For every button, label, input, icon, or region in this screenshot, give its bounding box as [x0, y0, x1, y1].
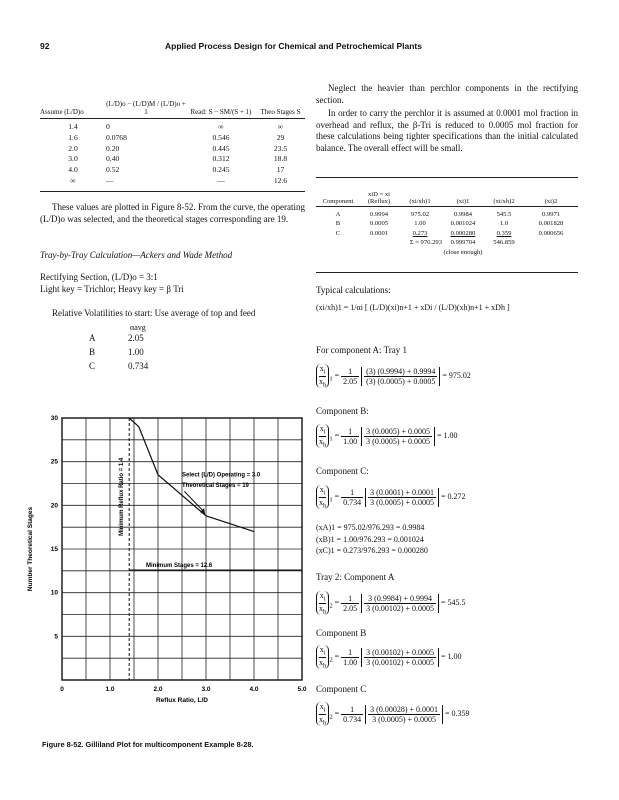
table1-top-rule	[40, 118, 305, 119]
cell: 0.000656	[538, 229, 564, 237]
general-lhs: (xi/xh)1	[316, 303, 342, 312]
cell: 0.445	[212, 143, 230, 153]
cell: 3.0	[68, 154, 78, 164]
table2-mid-rule	[316, 206, 578, 207]
calc-comp-c: Component C:	[316, 466, 369, 476]
alpha-a2: 2.05	[343, 603, 358, 613]
left-line3: Relative Volatilities to start: Use average of top and feed	[52, 308, 256, 318]
x-tick-label: 5.0	[297, 686, 307, 693]
y-tick-label: 30	[50, 415, 58, 422]
cell: 1.00	[414, 220, 426, 228]
cell: 0.245	[212, 165, 230, 175]
left-para1: These values are plotted in Figure 8-52. From the curve, the operating (L/D)o was selected, and the theoretical stages corresponding are 19.	[40, 202, 305, 224]
figure-caption	[42, 740, 254, 749]
general-rhs: = 1/αi [ (L/D)(xi)n+1 + xDi / (L/D)(xh)n+1 + xDh ]	[343, 303, 510, 312]
norm-a: (xA)1 = 975.02/976.293 = 0.9984	[316, 523, 425, 532]
cell: A	[335, 211, 341, 218]
right-para1: Neglect the heavier than perchlor components in the rectifying section.	[316, 83, 578, 105]
y-tick-label: 15	[50, 546, 58, 553]
x-tick-label: 4.0	[249, 686, 259, 693]
cell: 0.0005	[369, 220, 389, 228]
eq-den: 3 (0.00102) + 0.0005	[366, 657, 435, 667]
table2-bottom-rule	[316, 272, 578, 273]
eq-den: (3) (0.0005) + 0.0005	[366, 376, 436, 386]
alpha-b2: 1.00	[343, 657, 358, 667]
table2-header: xiD = xi (Reflux)	[367, 191, 391, 205]
alpha-c: 0.734	[343, 497, 362, 507]
eq-num: 3 (0.00028) + 0.0001	[370, 704, 439, 714]
eq-result: = 1.00	[441, 651, 462, 661]
cell: 2.0	[68, 143, 78, 153]
cell: 0.001024	[450, 220, 476, 228]
cell: 0.20	[106, 143, 120, 153]
table1-bottom-rule	[40, 191, 305, 192]
table1-header-assume: Assume (L/D)o	[40, 108, 84, 116]
calc-comp-a: For component A: Tray 1	[316, 345, 408, 355]
eq-den: 3 (0.00102) + 0.0005	[366, 603, 435, 613]
cell: 0	[106, 122, 110, 131]
alpha-value-a: 2.05	[128, 333, 144, 343]
equation-c2: $x_i$ $x_{h2}$ = $\frac{1}{0.734}$ $\frac{3 (0.00028) + 0.0001}{3 (0.0005) + 0.0005}$ = 0.359	[316, 702, 470, 726]
cell: 0.312	[212, 154, 230, 164]
cell: 546.859	[493, 239, 515, 247]
alpha-comp-a: A	[89, 333, 96, 343]
table2-header: Component	[322, 198, 354, 205]
table1-header-stages: Theo Stages S	[260, 108, 301, 116]
cell: 18.8	[273, 154, 288, 164]
alpha-header: αavg	[130, 323, 146, 332]
table-row	[316, 219, 578, 228]
alpha-comp-b: B	[89, 347, 96, 357]
cell: 0.0001	[369, 229, 389, 237]
calc-comp-b: Component B:	[316, 406, 369, 416]
cell: 0.546	[212, 132, 230, 142]
page-number: 92	[40, 41, 50, 51]
eq-num: (3) (0.9994) + 0.9994	[366, 366, 436, 376]
normalized-values	[316, 522, 428, 557]
cell: B	[335, 220, 341, 228]
x-tick-label: 2.0	[153, 686, 163, 693]
cell: ∞	[70, 175, 76, 185]
min-stages-label: Minimum Stages = 12.6	[146, 562, 213, 569]
table-row	[40, 176, 305, 187]
alpha-a: 2.05	[343, 376, 358, 386]
equation-a1: $x_i$ $x_{h1}$ = $\frac{1}{2.05}$ $\frac{(3) (0.9994) + 0.9994}{(3) (0.0005) + 0.0005}$ = 975.02	[316, 364, 471, 388]
table-row	[316, 229, 578, 238]
table2-header: (xi/xh)2	[493, 198, 515, 205]
select-operating-label: Select (L/D) Operating = 3.0	[182, 472, 261, 479]
alpha-c2: 0.734	[343, 714, 362, 724]
annotation-arrow	[184, 491, 203, 511]
y-tick-label: 10	[50, 589, 58, 597]
table2	[316, 181, 578, 205]
general-equation	[316, 303, 510, 312]
table-row	[40, 165, 305, 176]
eq-result: = 1.00	[437, 430, 458, 440]
y-tick-label: 25	[50, 458, 58, 466]
cell: 0.52	[106, 165, 120, 175]
table1-header-ratio: (L/D)o − (L/D)M / (L/D)o + 1	[106, 100, 186, 116]
cell: ∞	[277, 122, 284, 131]
table-row	[40, 133, 305, 144]
cell: 0.001828	[538, 220, 564, 228]
alpha-value-c: 0.734	[128, 361, 149, 371]
equation-b1: $x_i$ $x_{h1}$ = $\frac{1}{1.00}$ $\frac{3 (0.0005) + 0.0005}{3 (0.0005) + 0.0005}$ = 1.00	[316, 424, 458, 448]
cell: 29	[276, 132, 285, 142]
eq-num: 3 (0.0001) + 0.0001	[370, 487, 435, 497]
caption-label: Figure 8-52.	[42, 740, 84, 749]
cell: —	[217, 175, 225, 185]
cell: —	[106, 175, 114, 185]
y-axis-label: Number Theoretical Stages	[27, 506, 34, 592]
table-row	[40, 144, 305, 155]
table2-top-rule	[316, 177, 578, 178]
alpha-comp-c: C	[89, 361, 96, 371]
caption-text: Gilliland Plot for multicomponent Example 8-28.	[85, 740, 254, 749]
eq-den: 3 (0.0005) + 0.0005	[372, 714, 437, 724]
left-line1: Rectifying Section, (L/D)o = 3:1	[40, 272, 158, 282]
cell: 1.0	[499, 220, 509, 228]
cell: 4.0	[68, 165, 78, 175]
y-tick-label: 5	[54, 633, 58, 641]
cell: 23.5	[273, 143, 288, 153]
table-row	[40, 122, 305, 133]
alpha-value-b: 1.00	[128, 347, 144, 357]
cell: 0.9994	[369, 211, 389, 218]
cell: 0.999704	[450, 239, 476, 247]
cell: 1.6	[68, 132, 78, 142]
cell: 0.359	[496, 229, 512, 237]
chart-ticks	[51, 415, 307, 693]
cell: Σ = 976.293	[409, 239, 442, 247]
left-line2: Light key = Trichlor; Heavy key = β Tri	[40, 284, 184, 294]
eq-num: 3 (0.9984) + 0.9994	[364, 594, 436, 604]
table-sum-row	[316, 238, 578, 247]
x-tick-label: 3.0	[201, 686, 211, 693]
calc-comp-c2: Component C	[316, 684, 367, 694]
calc-typical: Typical calculations:	[316, 285, 391, 295]
eq-result: = 545.5	[441, 597, 466, 607]
left-subhead: Tray-by-Tray Calculation—Ackers and Wade Method	[40, 250, 233, 260]
x-tick-label: 0	[60, 686, 64, 693]
cell: (close enough)	[443, 248, 483, 256]
right-para2: In order to carry the perchlor it is assumed at 0.0001 mol fraction in overhead and reflux, the β-Tri is reduced to 0.0005 mol fraction for these calculations being tighter specifications than the initial calculated balance. The overall effect will be small.	[316, 108, 578, 153]
table1-body	[40, 122, 305, 187]
table2-body	[316, 210, 578, 257]
cell: 0.0768	[106, 132, 127, 142]
alpha-b: 1.00	[343, 436, 358, 446]
norm-b: (xB)1 = 1.00/976.293 = 0.001024	[316, 534, 424, 544]
table-note-row	[316, 248, 578, 257]
cell: C	[335, 229, 341, 237]
calc-tray2-a: Tray 2: Component A	[316, 572, 395, 582]
eq-result: = 0.359	[445, 708, 470, 718]
cell: 12.6	[273, 175, 288, 185]
table2-header: (xi)2	[544, 198, 558, 205]
norm-c: (xC)1 = 0.273/976.293 = 0.000280	[316, 546, 428, 555]
cell: 545.5	[496, 211, 512, 218]
table-row	[316, 210, 578, 219]
calc-comp-b2: Component B	[316, 628, 367, 638]
cell: 975.02	[410, 211, 430, 218]
eq-num: 3 (0.00102) + 0.0005	[366, 647, 435, 657]
eq-result: = 0.272	[441, 491, 466, 501]
table-row	[40, 154, 305, 165]
x-tick-label: 1.0	[105, 686, 115, 693]
eq-result: = 975.02	[442, 370, 471, 380]
table2-header: (xi/xh)1	[409, 198, 431, 205]
equation-b2: $x_i$ $x_{h2}$ = $\frac{1}{1.00}$ $\frac{3 (0.00102) + 0.0005}{3 (0.00102) + 0.0005}$ = 1.00	[316, 645, 462, 669]
min-reflux-label: Minimum Reflux Ratio = 1.4	[119, 457, 126, 536]
equation-a2: $x_i$ $x_{h2}$ = $\frac{1}{2.05}$ $\frac{3 (0.9984) + 0.9994}{3 (0.00102) + 0.0005}$ = 545.5	[316, 591, 466, 615]
y-tick-label: 20	[50, 502, 58, 510]
cell: 0.9984	[453, 211, 473, 218]
cell: 0.40	[106, 154, 120, 164]
cell: 1.4	[68, 122, 78, 131]
x-axis-label: Reflux Ratio, L/D	[155, 697, 209, 704]
cell: 17	[276, 165, 285, 175]
table2-header: (xi)1	[456, 198, 470, 205]
table1	[40, 82, 305, 116]
theoretical-stages-label: Theoretical Stages = 19	[182, 482, 249, 489]
cell: 0.000280	[450, 229, 476, 237]
eq-den: 3 (0.0005) + 0.0005	[370, 497, 435, 507]
eq-num: 3 (0.0005) + 0.0005	[366, 426, 431, 436]
gilliland-chart	[22, 410, 312, 722]
table1-header	[40, 82, 106, 116]
cell: 0.273	[412, 229, 428, 237]
table2-header-row	[316, 181, 578, 205]
eq-den: 3 (0.0005) + 0.0005	[366, 436, 431, 446]
chart-grid	[62, 418, 302, 680]
table1-header-read: Read: S − SM/(S + 1)	[190, 108, 252, 116]
cell: ∞	[218, 122, 224, 131]
cell: 0.9971	[541, 211, 561, 218]
running-title: Applied Process Design for Chemical and Petrochemical Plants	[165, 41, 422, 51]
equation-c1: $x_i$ $x_{h1}$ = $\frac{1}{0.734}$ $\frac{3 (0.0001) + 0.0001}{3 (0.0005) + 0.0005}$ = 0.272	[316, 485, 466, 509]
